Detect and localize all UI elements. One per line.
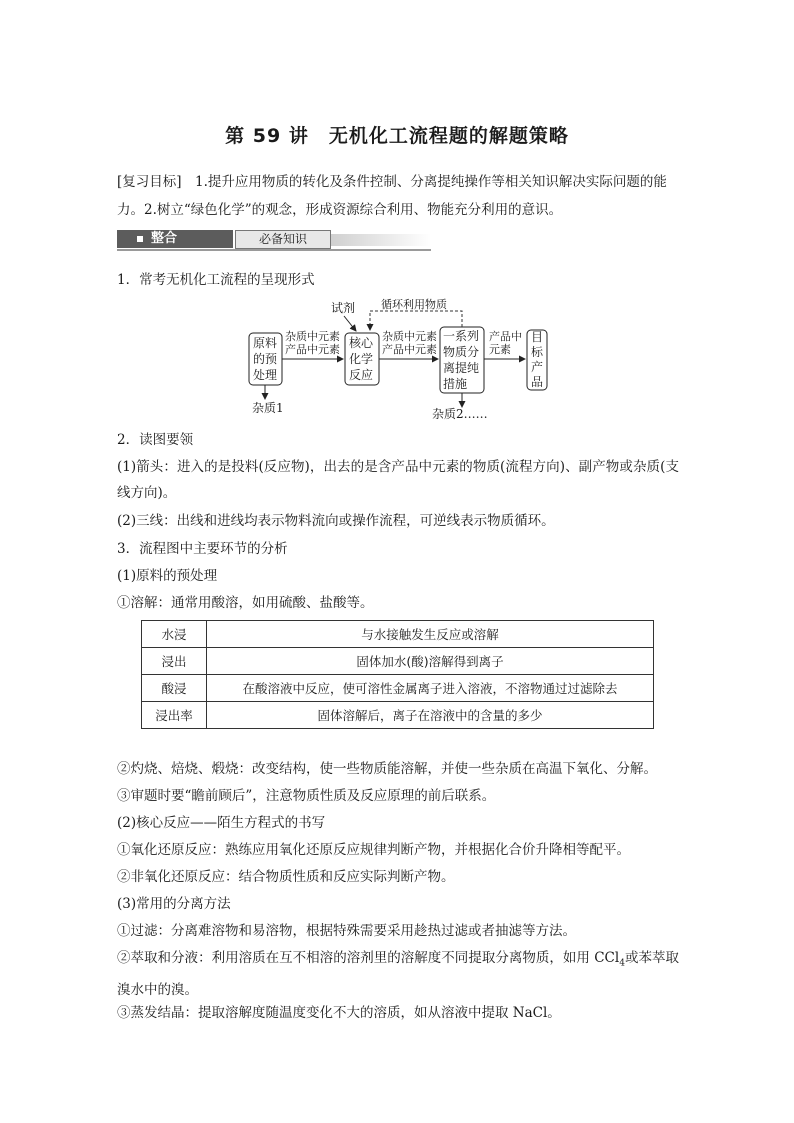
label-impurity1: 杂质1 — [252, 401, 284, 415]
subsection-pretreatment: (1)原料的预处理 — [117, 568, 218, 584]
table-row — [142, 621, 654, 648]
arrow3-bottom: 元素 — [489, 343, 511, 356]
box3-line2: 物质分 — [443, 345, 480, 359]
arrow1-top: 杂质中元素 — [285, 330, 340, 343]
arrow-reagent — [344, 316, 356, 331]
table-cell-key: 水浸 — [142, 621, 207, 648]
section2-para2: (2)三线：出线和进线均表示物料流向或操作流程，可逆线表示物质循环。 — [117, 513, 555, 529]
para-filtration: ①过滤：分离难溶物和易溶物，根据特殊需要采用趁热过滤或者抽滤等方法。 — [117, 923, 576, 939]
label-reagent: 试剂 — [331, 301, 356, 315]
table-cell-value: 在酸溶液中反应，使可溶性金属离子进入溶液，不溶物通过过滤除去 — [207, 675, 654, 702]
box2-line1: 核心 — [349, 336, 374, 350]
leaching-table — [141, 620, 654, 729]
table-row — [142, 648, 654, 675]
box4-line1: 目 — [531, 330, 544, 344]
para-evaporation: ③蒸发结晶：提取溶解度随温度变化不大的溶质，如从溶液中提取 NaCl。 — [117, 1005, 561, 1021]
box3-line4: 措施 — [443, 377, 468, 391]
box3-line3: 离提纯 — [443, 361, 480, 375]
section2-para1: (1)箭头：进入的是投料(反应物)，出去的是含产品中元素的物质(流程方向)、副产物或杂质(支线方向)。 — [117, 459, 679, 501]
para-burning: ②灼烧、焙烧、煅烧：改变结构，使一些物质能溶解，并使一些杂质在高温下氧化、分解。 — [117, 761, 657, 777]
arrow3-top: 产品中 — [489, 330, 522, 343]
table-cell-key: 酸浸 — [142, 675, 207, 702]
box2-line3: 反应 — [349, 368, 374, 382]
label-impurity2: 杂质2…… — [432, 407, 488, 421]
table-cell-value: 与水接触发生反应或溶解 — [207, 621, 654, 648]
box4-line3: 产 — [531, 360, 544, 374]
section-banner-label: 整合 — [151, 231, 178, 246]
para-extraction: ②萃取和分液：利用溶质在互不相溶的溶剂里的溶解度不同提取分离物质，如用 CCl$_4$或苯萃取溴水中的溴。 — [117, 950, 679, 998]
section-banner — [117, 229, 431, 251]
arrow1-bottom: 产品中元素 — [285, 343, 340, 356]
table-cell-key: 浸出 — [142, 648, 207, 675]
box-target-product — [527, 330, 547, 390]
arrow2-top: 杂质中元素 — [382, 330, 437, 343]
table-cell-key: 浸出率 — [142, 702, 207, 729]
page-title: 第 59 讲 无机化工流程题的解题策略 — [225, 125, 569, 147]
table-row — [142, 702, 654, 729]
review-goals-line2: 力。2.树立“绿色化学”的观念，形成资源综合利用、物能充分利用的意识。 — [117, 202, 563, 218]
box1-line1: 原料 — [253, 336, 278, 350]
arrow2-bottom: 产品中元素 — [382, 343, 437, 356]
box2-line2: 化学 — [349, 352, 374, 366]
section-banner-main — [117, 230, 233, 248]
box3-line1: 一系列 — [443, 329, 480, 343]
box-separation — [440, 327, 484, 393]
table-cell-value: 固体溶解后，离子在溶液中的含量的多少 — [207, 702, 654, 729]
banner-fade — [331, 234, 431, 246]
para-redox: ①氧化还原反应：熟练应用氧化还原反应规律判断产物，并根据化合价升降相等配平。 — [117, 842, 630, 858]
table-cell-value: 固体加水(酸)溶解得到离子 — [207, 648, 654, 675]
label-recycle: 循环利用物质 — [381, 298, 447, 311]
recycle-line — [370, 311, 462, 330]
section-banner-sub: 必备知识 — [235, 230, 331, 249]
box-pretreatment — [249, 333, 282, 385]
table-row — [142, 675, 654, 702]
subsection-separation: (3)常用的分离方法 — [117, 896, 231, 912]
section3-heading: 3．流程图中主要环节的分析 — [117, 541, 288, 557]
box-core-reaction — [345, 333, 379, 385]
box4-line4: 品 — [531, 375, 544, 389]
para-review: ③审题时要“瞻前顾后”，注意物质性质及反应原理的前后联系。 — [117, 788, 496, 804]
review-goals-line1: [复习目标] 1.提升应用物质的转化及条件控制、分离提纯操作等相关知识解决实际问题的能 — [117, 174, 667, 190]
para-nonredox: ②非氧化还原反应：结合物质性质和反应实际判断产物。 — [117, 869, 455, 885]
square-icon — [137, 236, 143, 242]
banner-rule — [117, 249, 431, 251]
section2-heading: 2．读图要领 — [117, 432, 194, 448]
box1-line2: 的预 — [253, 352, 278, 366]
subsection-core-reaction: (2)核心反应——陌生方程式的书写 — [117, 815, 326, 831]
box1-line3: 处理 — [253, 368, 278, 382]
box4-line2: 标 — [531, 345, 544, 359]
para-dissolve: ①溶解：通常用酸溶，如用硫酸、盐酸等。 — [117, 595, 374, 611]
section1-heading: 1．常考无机化工流程的呈现形式 — [117, 272, 315, 288]
